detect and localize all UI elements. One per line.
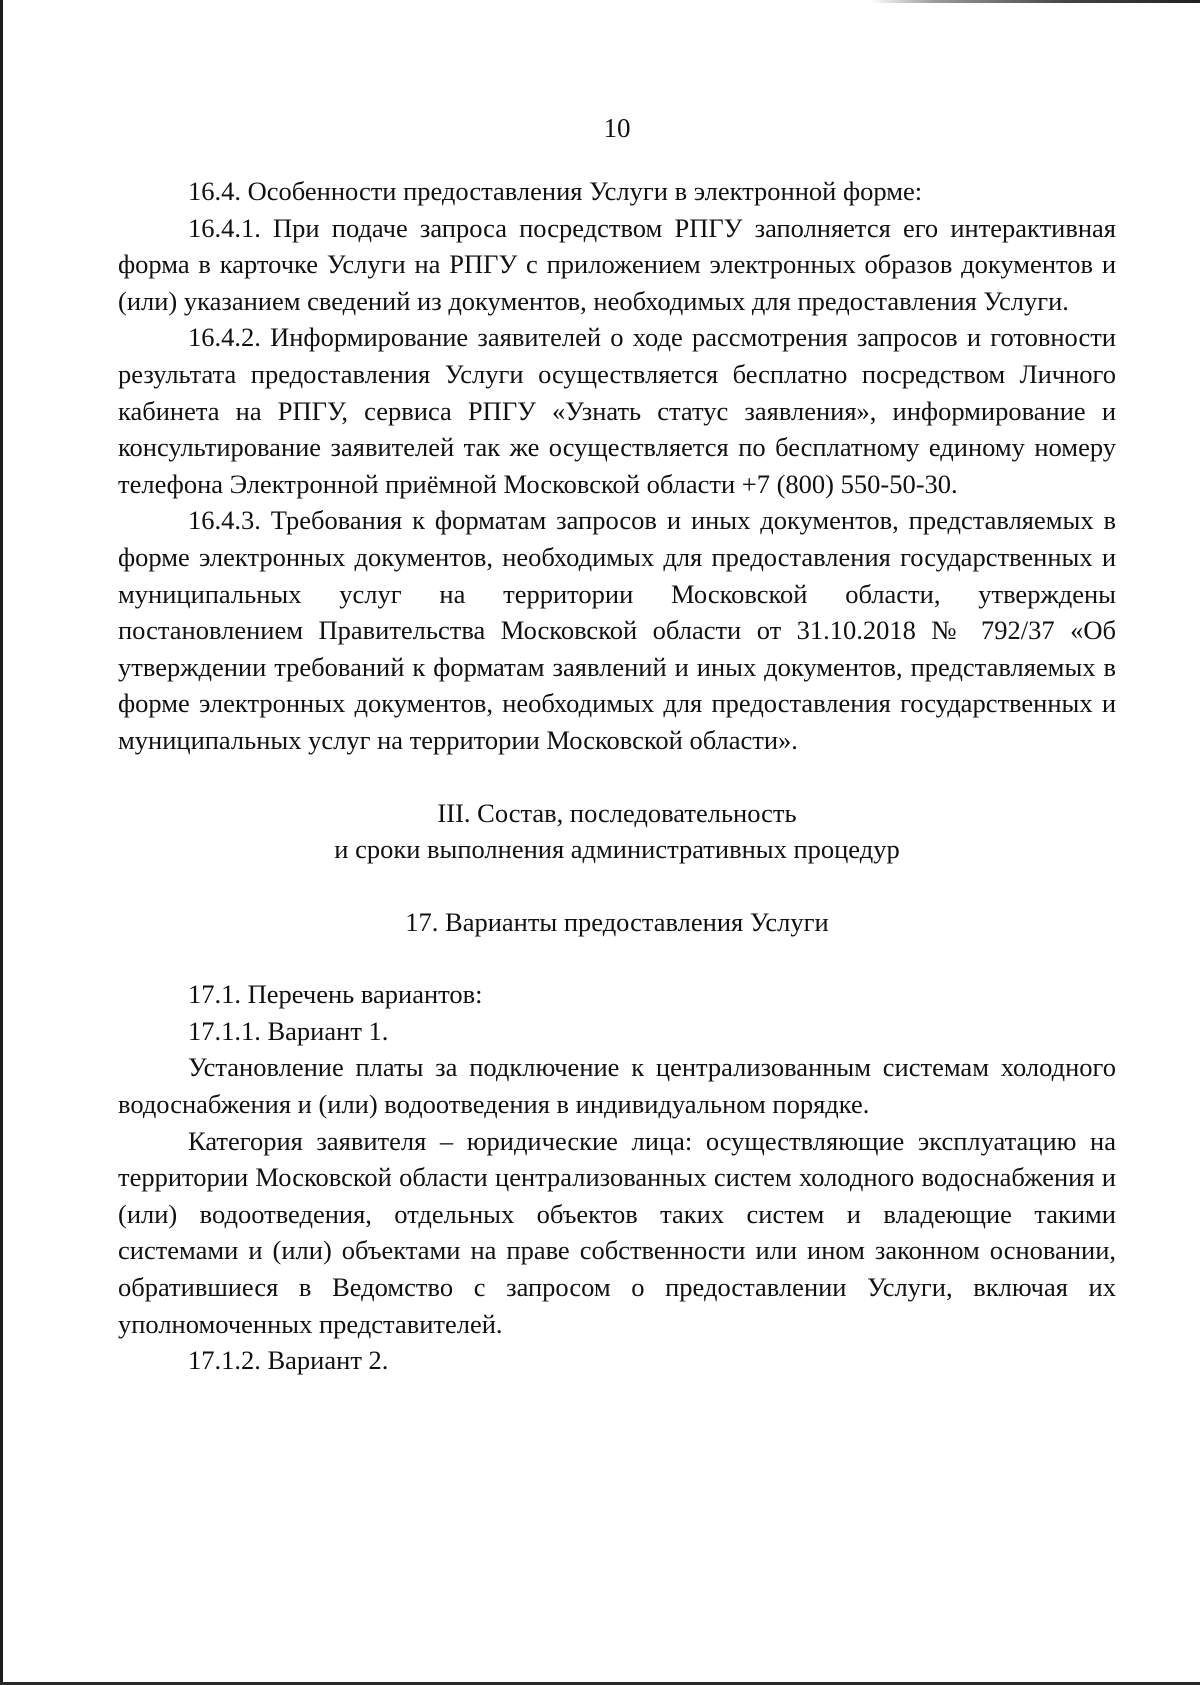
paragraph-variant-1-description: Установление платы за подключение к централизованным системам холодного водоснабжения и (или) водоотведения в индивидуальном порядке.: [118, 1052, 1116, 1120]
paragraph-16-4: 16.4. Особенности предоставления Услуги в электронной форме:: [188, 176, 923, 206]
variants-block: [118, 976, 1116, 1379]
page-number: 10: [603, 113, 631, 143]
section-heading-line-2: и сроки выполнения административных процедур: [334, 834, 900, 865]
paragraph-16-4-2: 16.4.2. Информирование заявителей о ходе рассмотрения запросов и готовности результата предоставления Услуги осуществляется бесплатно посредством Личного кабинета на РПГУ, сервиса РПГУ «Узнать статус заявления», информирование и консультирование заявителей так же осуществляется по бесплатному единому номеру телефона Электронной приёмной Московской области +7 (800) 550-50-30.: [118, 322, 1116, 499]
scan-edge-left: [0, 0, 3, 1685]
subsection-heading: 17. Варианты предоставления Услуги: [405, 906, 829, 937]
paragraph-17-1-1: 17.1.1. Вариант 1.: [188, 1015, 389, 1046]
document-body: [118, 173, 1116, 1379]
section-heading: [118, 795, 1116, 868]
document-page: [118, 0, 1116, 1685]
paragraph-17-1: 17.1. Перечень вариантов:: [188, 979, 483, 1010]
paragraph-16-4-1: 16.4.1. При подаче запроса посредством РПГУ заполняется его интерактивная форма в карточке Услуги на РПГУ с приложением электронных образов документов и (или) указанием сведений из документов, необходимых для предоставления Услуги.: [118, 212, 1116, 316]
paragraph-17-1-2: 17.1.2. Вариант 2.: [188, 1345, 389, 1376]
paragraph-16-4-3: 16.4.3. Требования к форматам запросов и иных документов, представляемых в форме электронных документов, необходимых для предоставления государственных и муниципальных услуг на территории Московской области, утверждены постановлением Правительства Московской области от 31.10.2018 № 792/37 «Об утверждении требований к форматам заявлений и иных документов, представляемых в форме электронных документов, необходимых для предоставления государственных и муниципальных услуг на территории Московской области».: [118, 505, 1116, 755]
paragraph-applicant-category: Категория заявителя – юридические лица: осуществляющие эксплуатацию на территории Московской области централизованных систем холодного водоснабжения и (или) водоотведения, отдельных объектов таких систем и владеющие такими системами и (или) объектами на праве собственности или ином законном основании, обратившиеся в Ведомство с запросом о предоставлении Услуги, включая их уполномоченных представителей.: [118, 1125, 1116, 1339]
section-heading-line-1: III. Состав, последовательность: [437, 797, 797, 828]
